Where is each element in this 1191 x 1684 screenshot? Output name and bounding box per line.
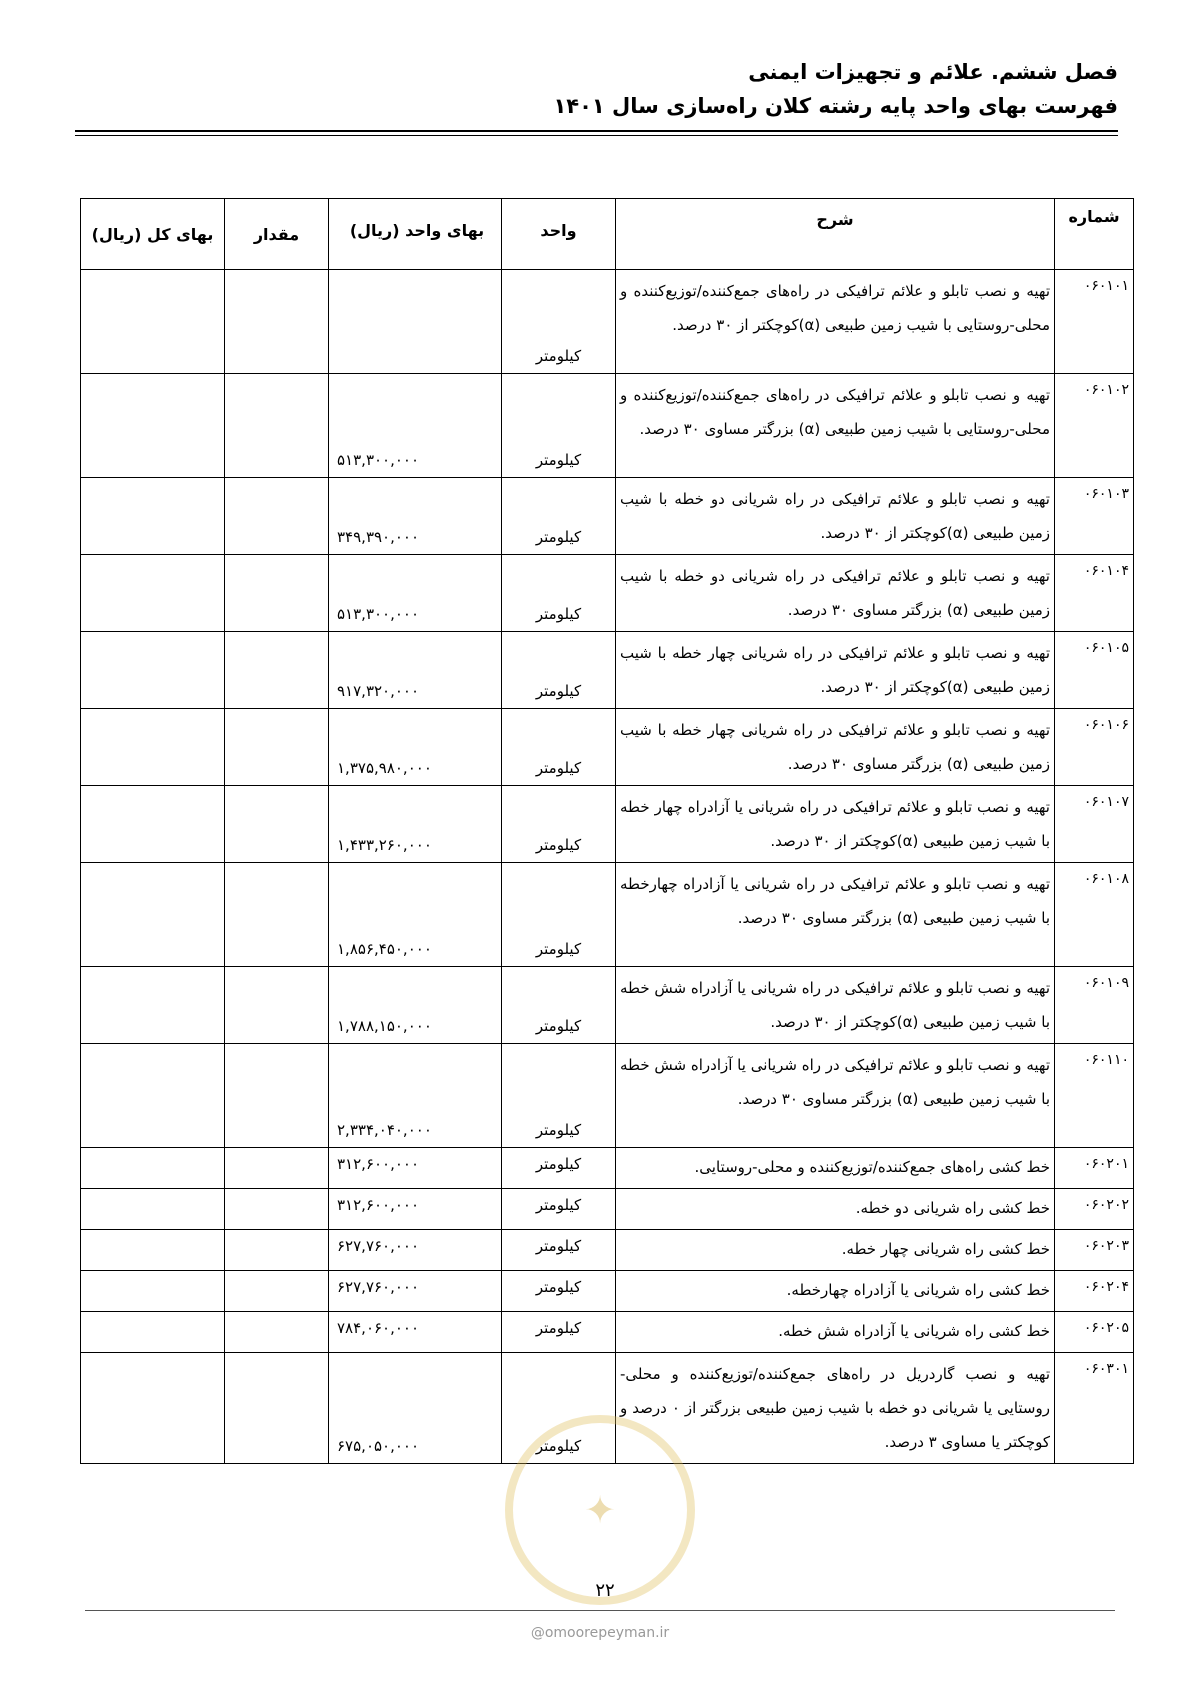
row-quantity — [225, 863, 329, 967]
row-code: ۰۶۰۱۰۹ — [1055, 967, 1134, 1044]
row-description: تهیه و نصب تابلو و علائم ترافیکی در راه شریانی یا آزادراه شش خطه با شیب زمین طبیعی (α) بزرگتر مساوی ۳۰ درصد. — [616, 1044, 1055, 1148]
row-unit-price: ۱,۳۷۵,۹۸۰,۰۰۰ — [329, 709, 502, 786]
row-code: ۰۶۰۱۰۸ — [1055, 863, 1134, 967]
table-row — [81, 478, 1134, 555]
row-code: ۰۶۰۳۰۱ — [1055, 1353, 1134, 1464]
row-quantity — [225, 270, 329, 374]
header-quantity: مقدار — [225, 199, 329, 270]
row-total — [81, 555, 225, 632]
table-header-row — [81, 199, 1134, 270]
row-unit-price: ۱,۷۸۸,۱۵۰,۰۰۰ — [329, 967, 502, 1044]
row-description: خط کشی راه شریانی یا آزادراه شش خطه. — [616, 1312, 1055, 1353]
row-unit: کیلومتر — [502, 632, 616, 709]
table-row — [81, 1189, 1134, 1230]
row-quantity — [225, 1230, 329, 1271]
row-unit: کیلومتر — [502, 1148, 616, 1189]
row-quantity — [225, 374, 329, 478]
row-unit: کیلومتر — [502, 1189, 616, 1230]
header-description: شرح — [616, 199, 1055, 270]
table-row — [81, 1230, 1134, 1271]
table-row — [81, 1044, 1134, 1148]
row-description: خط کشی راه شریانی دو خطه. — [616, 1189, 1055, 1230]
row-quantity — [225, 632, 329, 709]
table-row — [81, 967, 1134, 1044]
table-row — [81, 374, 1134, 478]
row-quantity — [225, 709, 329, 786]
row-description: خط کشی راه شریانی یا آزادراه چهارخطه. — [616, 1271, 1055, 1312]
row-unit: کیلومتر — [502, 1353, 616, 1464]
header-unit: واحد — [502, 199, 616, 270]
row-description: تهیه و نصب تابلو و علائم ترافیکی در راه شریانی دو خطه با شیب زمین طبیعی (α)کوچکتر از ۳۰ درصد. — [616, 478, 1055, 555]
row-code: ۰۶۰۲۰۲ — [1055, 1189, 1134, 1230]
page-header — [75, 55, 1118, 123]
row-unit-price: ۶۲۷,۷۶۰,۰۰۰ — [329, 1271, 502, 1312]
table-row — [81, 555, 1134, 632]
header-total: بهای کل (ریال) — [81, 199, 225, 270]
row-total — [81, 1148, 225, 1189]
row-description: تهیه و نصب تابلو و علائم ترافیکی در راه شریانی یا آزادراه چهارخطه با شیب زمین طبیعی (α) بزرگتر مساوی ۳۰ درصد. — [616, 863, 1055, 967]
row-total — [81, 270, 225, 374]
website-label: @omoorepeyman.ir — [530, 1625, 670, 1641]
watermark-seal: ✦ — [505, 1415, 695, 1605]
row-description: تهیه و نصب تابلو و علائم ترافیکی در راه شریانی چهار خطه با شیب زمین طبیعی (α)کوچکتر از ۳۰ درصد. — [616, 632, 1055, 709]
table-row — [81, 1148, 1134, 1189]
row-total — [81, 374, 225, 478]
row-description: تهیه و نصب تابلو و علائم ترافیکی در راه‌های جمع‌کننده/توزیع‌کننده و محلی-روستایی با شیب زمین طبیعی (α)کوچکتر از ۳۰ درصد. — [616, 270, 1055, 374]
row-quantity — [225, 1148, 329, 1189]
row-description: خط کشی راه شریانی چهار خطه. — [616, 1230, 1055, 1271]
table-row — [81, 632, 1134, 709]
row-code: ۰۶۰۱۰۵ — [1055, 632, 1134, 709]
table-row — [81, 1271, 1134, 1312]
row-description: تهیه و نصب تابلو و علائم ترافیکی در راه شریانی یا آزادراه شش خطه با شیب زمین طبیعی (α)کوچکتر از ۳۰ درصد. — [616, 967, 1055, 1044]
row-unit-price: ۶۷۵,۰۵۰,۰۰۰ — [329, 1353, 502, 1464]
row-unit-price: ۹۱۷,۳۲۰,۰۰۰ — [329, 632, 502, 709]
row-total — [81, 1353, 225, 1464]
row-unit-price: ۵۱۳,۳۰۰,۰۰۰ — [329, 374, 502, 478]
row-code: ۰۶۰۱۰۷ — [1055, 786, 1134, 863]
row-unit: کیلومتر — [502, 478, 616, 555]
row-unit: کیلومتر — [502, 967, 616, 1044]
row-quantity — [225, 967, 329, 1044]
row-unit-price: ۱,۴۳۳,۲۶۰,۰۰۰ — [329, 786, 502, 863]
row-description: خط کشی راه‌های جمع‌کننده/توزیع‌کننده و محلی-روستایی. — [616, 1148, 1055, 1189]
row-code: ۰۶۰۲۰۴ — [1055, 1271, 1134, 1312]
row-unit-price: ۳۱۲,۶۰۰,۰۰۰ — [329, 1148, 502, 1189]
header-rule-thin — [75, 135, 1118, 136]
row-quantity — [225, 1044, 329, 1148]
row-total — [81, 1230, 225, 1271]
row-quantity — [225, 1312, 329, 1353]
row-unit: کیلومتر — [502, 1044, 616, 1148]
row-unit: کیلومتر — [502, 1230, 616, 1271]
table-row — [81, 709, 1134, 786]
row-total — [81, 1271, 225, 1312]
row-code: ۰۶۰۲۰۱ — [1055, 1148, 1134, 1189]
row-code: ۰۶۰۲۰۵ — [1055, 1312, 1134, 1353]
row-unit: کیلومتر — [502, 709, 616, 786]
row-total — [81, 632, 225, 709]
row-description: تهیه و نصب تابلو و علائم ترافیکی در راه شریانی دو خطه با شیب زمین طبیعی (α) بزرگتر مساوی ۳۰ درصد. — [616, 555, 1055, 632]
price-table — [80, 198, 1134, 1464]
row-total — [81, 709, 225, 786]
row-unit: کیلومتر — [502, 555, 616, 632]
row-total — [81, 967, 225, 1044]
table-row — [81, 1312, 1134, 1353]
row-unit-price: ۳۴۹,۳۹۰,۰۰۰ — [329, 478, 502, 555]
row-code: ۰۶۰۲۰۳ — [1055, 1230, 1134, 1271]
row-unit-price: ۱,۸۵۶,۴۵۰,۰۰۰ — [329, 863, 502, 967]
row-code: ۰۶۰۱۰۳ — [1055, 478, 1134, 555]
row-quantity — [225, 478, 329, 555]
row-code: ۰۶۰۱۱۰ — [1055, 1044, 1134, 1148]
header-rule-thick — [75, 130, 1118, 132]
row-unit-price: ۷۸۴,۰۶۰,۰۰۰ — [329, 1312, 502, 1353]
row-total — [81, 1312, 225, 1353]
row-description: تهیه و نصب تابلو و علائم ترافیکی در راه‌های جمع‌کننده/توزیع‌کننده و محلی-روستایی با شیب زمین طبیعی (α) بزرگتر مساوی ۳۰ درصد. — [616, 374, 1055, 478]
row-unit-price: ۶۲۷,۷۶۰,۰۰۰ — [329, 1230, 502, 1271]
row-quantity — [225, 1189, 329, 1230]
row-total — [81, 1189, 225, 1230]
footer-rule — [85, 1610, 1115, 1611]
page-number: ۲۲ — [595, 1580, 615, 1601]
row-unit: کیلومتر — [502, 270, 616, 374]
chapter-title: فصل ششم. علائم و تجهیزات ایمنی — [748, 60, 1118, 84]
row-code: ۰۶۰۱۰۱ — [1055, 270, 1134, 374]
row-quantity — [225, 1271, 329, 1312]
row-unit: کیلومتر — [502, 1312, 616, 1353]
row-description: تهیه و نصب گاردریل در راه‌های جمع‌کننده/توزیع‌کننده و محلی-روستایی یا شریانی دو خطه با شیب زمین طبیعی بزرگتر از ۰ درصد و کوچکتر یا مساوی ۳ درصد. — [616, 1353, 1055, 1464]
table-row — [81, 863, 1134, 967]
row-quantity — [225, 786, 329, 863]
row-total — [81, 478, 225, 555]
table-row — [81, 270, 1134, 374]
row-description: تهیه و نصب تابلو و علائم ترافیکی در راه شریانی یا آزادراه چهار خطه با شیب زمین طبیعی (α)کوچکتر از ۳۰ درصد. — [616, 786, 1055, 863]
row-quantity — [225, 555, 329, 632]
row-unit-price — [329, 270, 502, 374]
row-total — [81, 1044, 225, 1148]
document-title: فهرست بهای واحد پایه رشته کلان راه‌سازی سال ۱۴۰۱ — [553, 94, 1118, 118]
row-total — [81, 786, 225, 863]
row-unit: کیلومتر — [502, 374, 616, 478]
row-unit: کیلومتر — [502, 1271, 616, 1312]
row-unit-price: ۲,۳۳۴,۰۴۰,۰۰۰ — [329, 1044, 502, 1148]
row-description: تهیه و نصب تابلو و علائم ترافیکی در راه شریانی چهار خطه با شیب زمین طبیعی (α) بزرگتر مساوی ۳۰ درصد. — [616, 709, 1055, 786]
row-code: ۰۶۰۱۰۶ — [1055, 709, 1134, 786]
row-code: ۰۶۰۱۰۴ — [1055, 555, 1134, 632]
row-unit-price: ۳۱۲,۶۰۰,۰۰۰ — [329, 1189, 502, 1230]
table-row — [81, 786, 1134, 863]
row-unit-price: ۵۱۳,۳۰۰,۰۰۰ — [329, 555, 502, 632]
header-code: شماره — [1055, 199, 1134, 270]
row-total — [81, 863, 225, 967]
header-unit-price: بهای واحد (ریال) — [329, 199, 502, 270]
row-unit: کیلومتر — [502, 863, 616, 967]
row-unit: کیلومتر — [502, 786, 616, 863]
row-code: ۰۶۰۱۰۲ — [1055, 374, 1134, 478]
row-quantity — [225, 1353, 329, 1464]
